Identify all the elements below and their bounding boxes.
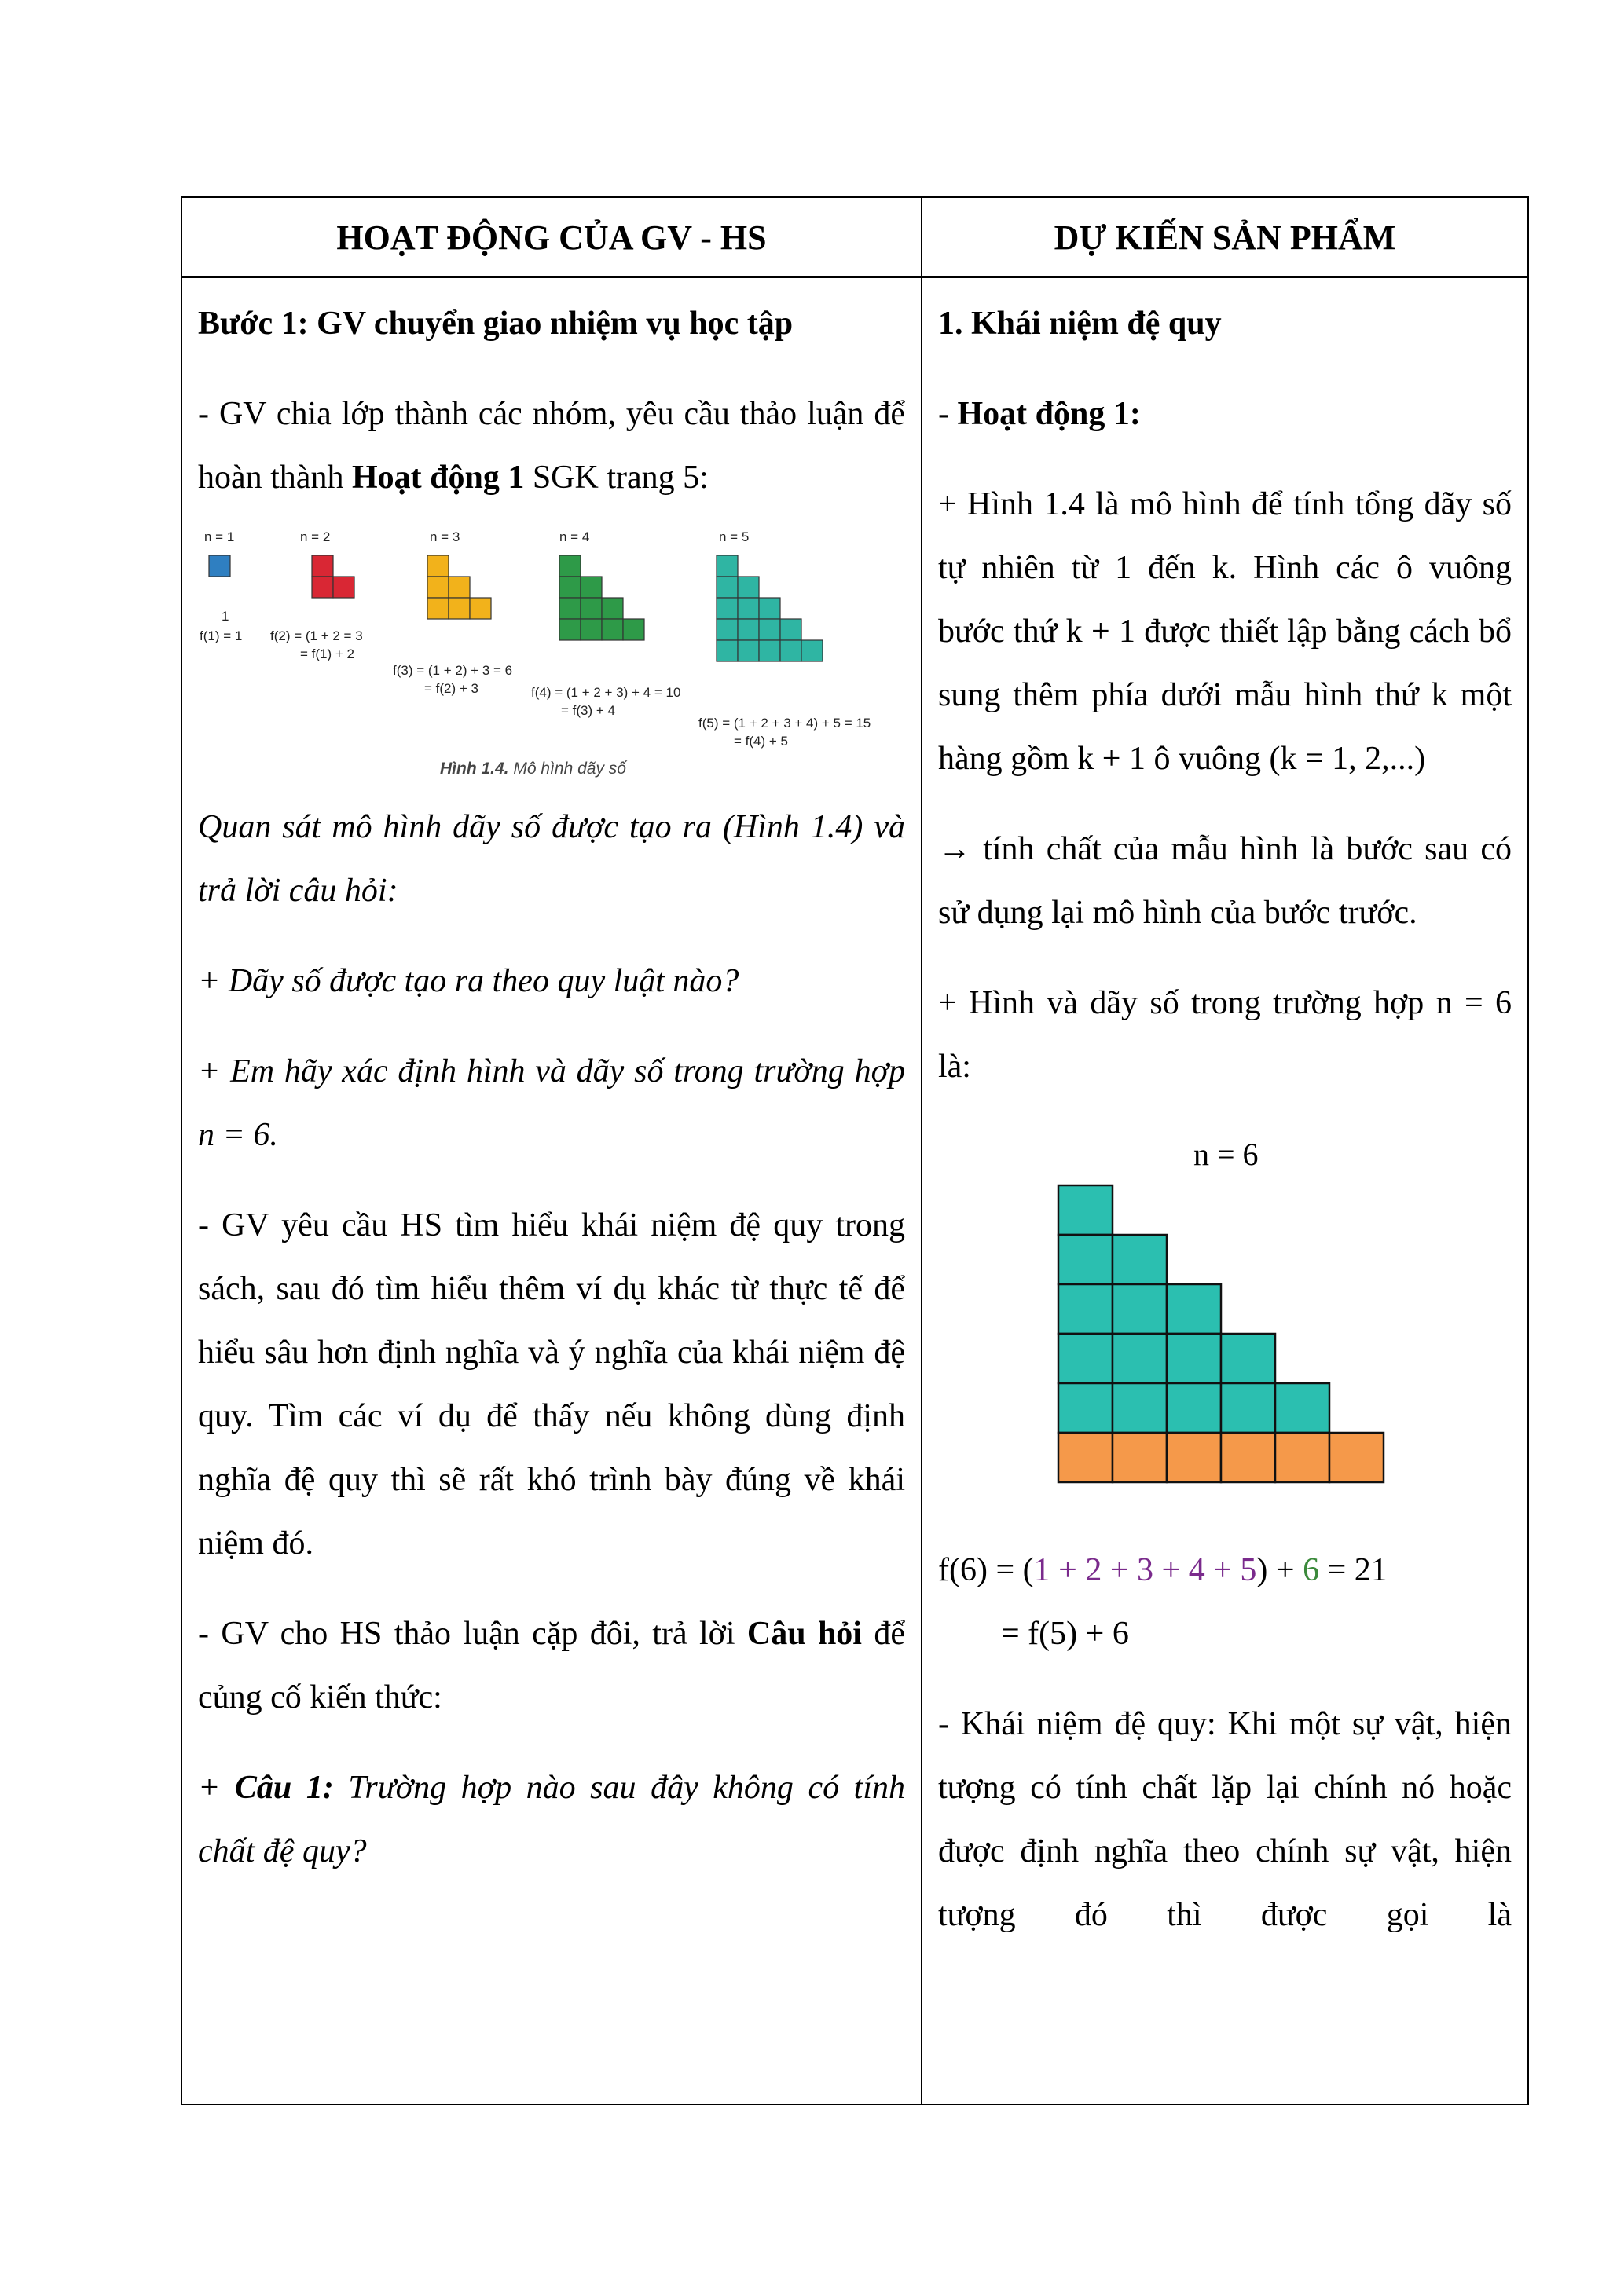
formula-line-1: f(6) = (1 + 2 + 3 + 4 + 5) + 6 = 21 bbox=[938, 1552, 1388, 1588]
fig-label-n2: n = 2 bbox=[300, 529, 331, 544]
formula-line-2: = f(5) + 6 bbox=[1001, 1616, 1129, 1652]
fig-square bbox=[780, 640, 801, 661]
fig6-blocks bbox=[1058, 1185, 1384, 1482]
fig6-square-new-row bbox=[1058, 1433, 1113, 1482]
fig6-square bbox=[1221, 1334, 1275, 1383]
fig6-square-new-row bbox=[1329, 1433, 1384, 1482]
fig-square bbox=[801, 640, 823, 661]
fig6-square bbox=[1275, 1383, 1329, 1433]
fig6-square bbox=[1058, 1235, 1113, 1284]
fig-square bbox=[738, 619, 759, 640]
fig-label-n1: n = 1 bbox=[204, 529, 235, 544]
fig-f1: f(1) = 1 bbox=[200, 628, 243, 643]
left-column bbox=[198, 292, 905, 1910]
fig-group-n4 bbox=[559, 555, 644, 640]
step-title: Bước 1: GV chuyển giao nhiệm vụ học tập bbox=[198, 306, 794, 342]
fig-square bbox=[623, 619, 644, 640]
fig6-square bbox=[1113, 1235, 1167, 1284]
fig-square bbox=[759, 619, 780, 640]
fig6-square bbox=[1113, 1284, 1167, 1334]
header-right: DỰ KIẾN SẢN PHẨM bbox=[1054, 218, 1396, 257]
fig6-square bbox=[1058, 1383, 1113, 1433]
fig-f2-line1: f(2) = (1 + 2 = 3 bbox=[270, 628, 363, 643]
fig6-square bbox=[1058, 1284, 1113, 1334]
fig6-square bbox=[1167, 1383, 1221, 1433]
fig6-square-new-row bbox=[1113, 1433, 1167, 1482]
fig-square bbox=[717, 598, 738, 619]
figure-1-4 bbox=[198, 514, 905, 782]
fig6-square bbox=[1113, 1383, 1167, 1433]
fig-square bbox=[209, 555, 230, 577]
fig-group-n3 bbox=[427, 555, 491, 619]
fig6-square bbox=[1058, 1185, 1113, 1235]
fig-label-n4: n = 4 bbox=[559, 529, 590, 544]
fig-group-n5 bbox=[717, 555, 823, 661]
fig-group-n2 bbox=[312, 555, 354, 598]
fig6-square bbox=[1058, 1334, 1113, 1383]
fig-square bbox=[559, 598, 581, 619]
fig-f1-top: 1 bbox=[222, 609, 229, 624]
fig-square bbox=[427, 577, 449, 598]
fig6-square-new-row bbox=[1221, 1433, 1275, 1482]
fig-square bbox=[559, 619, 581, 640]
fig-square bbox=[581, 577, 602, 598]
question-intro: Quan sát mô hình dãy số được tạo ra (Hình 1.4) và trả lời câu hỏi: bbox=[198, 809, 905, 909]
fig-square bbox=[449, 598, 470, 619]
header-left: HOẠT ĐỘNG CỦA GV - HS bbox=[336, 218, 767, 257]
left-paragraph-3: - GV cho HS thảo luận cặp đôi, trả lời Câu hỏi để củng cố kiến thức: bbox=[198, 1616, 905, 1716]
fig-square bbox=[602, 598, 623, 619]
header-divider bbox=[182, 276, 1527, 278]
right-paragraph-2: → tính chất của mẫu hình là bước sau có sử dụng lại mô hình của bước trước. bbox=[938, 831, 1512, 931]
cau-1: + Câu 1: Trường hợp nào sau đây không có tính chất đệ quy? bbox=[198, 1770, 906, 1869]
fig-square bbox=[717, 577, 738, 598]
right-paragraph-3: + Hình và dãy số trong trường hợp n = 6 là: bbox=[938, 985, 1512, 1085]
fig-f3-line2: = f(2) + 3 bbox=[424, 681, 478, 696]
fig-square bbox=[333, 577, 354, 598]
lesson-table bbox=[181, 196, 1529, 2105]
fig-square bbox=[581, 619, 602, 640]
fig-caption: Hình 1.4. Mô hình dãy số bbox=[440, 760, 626, 778]
fig-square bbox=[559, 555, 581, 577]
fig-label-n5: n = 5 bbox=[719, 529, 750, 544]
question-2: + Em hãy xác định hình và dãy số trong trường hợp n = 6. bbox=[198, 1053, 905, 1153]
fig-square bbox=[738, 640, 759, 661]
fig-square bbox=[559, 577, 581, 598]
fig-f2-line2: = f(1) + 2 bbox=[300, 646, 354, 661]
fig6-square bbox=[1167, 1334, 1221, 1383]
fig-square bbox=[449, 577, 470, 598]
fig-f5-line1: f(5) = (1 + 2 + 3 + 4) + 5 = 15 bbox=[698, 716, 871, 731]
fig-square bbox=[759, 598, 780, 619]
fig-square bbox=[717, 555, 738, 577]
fig-square bbox=[312, 555, 333, 577]
right-paragraph-1: + Hình 1.4 là mô hình để tính tổng dãy số tự nhiên từ 1 đến k. Hình các ô vuông bước thứ k + 1 được thiết lập bằng cách bổ sung thêm phía dưới mẫu hình thứ k một hàng gồm k + 1 ô vuông (k = 1, 2,...) bbox=[938, 486, 1512, 777]
fig6-square bbox=[1221, 1383, 1275, 1433]
fig6-square bbox=[1167, 1284, 1221, 1334]
fig6-square-new-row bbox=[1167, 1433, 1221, 1482]
fig-f4-line1: f(4) = (1 + 2 + 3) + 4 = 10 bbox=[531, 685, 681, 700]
fig6-square-new-row bbox=[1275, 1433, 1329, 1482]
fig-square bbox=[759, 640, 780, 661]
fig-square bbox=[738, 598, 759, 619]
figure-n6 bbox=[938, 1099, 1512, 1523]
fig-square bbox=[581, 598, 602, 619]
fig-group-n1 bbox=[209, 555, 230, 577]
fig-square bbox=[602, 619, 623, 640]
fig-square bbox=[738, 577, 759, 598]
fig-square bbox=[717, 619, 738, 640]
fig-label-n3: n = 3 bbox=[430, 529, 460, 544]
fig-f4-line2: = f(3) + 4 bbox=[561, 703, 615, 718]
activity-label: - Hoạt động 1: bbox=[938, 396, 1141, 432]
left-paragraph-2: - GV yêu cầu HS tìm hiểu khái niệm đệ quy trong sách, sau đó tìm hiểu thêm ví dụ khác từ thực tế để hiểu sâu hơn định nghĩa và ý nghĩa của khái niệm đệ quy. Tìm các ví dụ để thấy nếu không dùng định nghĩa đệ quy thì sẽ rất khó trình bày đúng về khái niệm đó. bbox=[198, 1207, 905, 1562]
fig-square bbox=[470, 598, 491, 619]
fig6-label: n = 6 bbox=[1193, 1137, 1259, 1172]
fig-f3-line1: f(3) = (1 + 2) + 3 = 6 bbox=[393, 663, 513, 678]
fig-f5-line2: = f(4) + 5 bbox=[734, 734, 788, 749]
column-divider bbox=[921, 198, 922, 2104]
fig-block-groups bbox=[209, 555, 823, 661]
fig6-square bbox=[1113, 1334, 1167, 1383]
section-title: 1. Khái niệm đệ quy bbox=[938, 306, 1222, 342]
left-paragraph-1: - GV chia lớp thành các nhóm, yêu cầu thảo luận để hoàn thành Hoạt động 1 SGK trang 5: bbox=[198, 396, 905, 496]
fig-square bbox=[427, 555, 449, 577]
fig-square bbox=[717, 640, 738, 661]
question-1: + Dãy số được tạo ra theo quy luật nào? bbox=[198, 963, 739, 999]
recursion-definition: - Khái niệm đệ quy: Khi một sự vật, hiện tượng có tính chất lặp lại chính nó hoặc được định nghĩa theo chính sự vật, hiện tượng đó thì được gọi là bbox=[938, 1706, 1512, 1933]
right-column bbox=[938, 292, 1512, 1974]
fig-square bbox=[427, 598, 449, 619]
fig-square bbox=[312, 577, 333, 598]
fig-square bbox=[780, 619, 801, 640]
